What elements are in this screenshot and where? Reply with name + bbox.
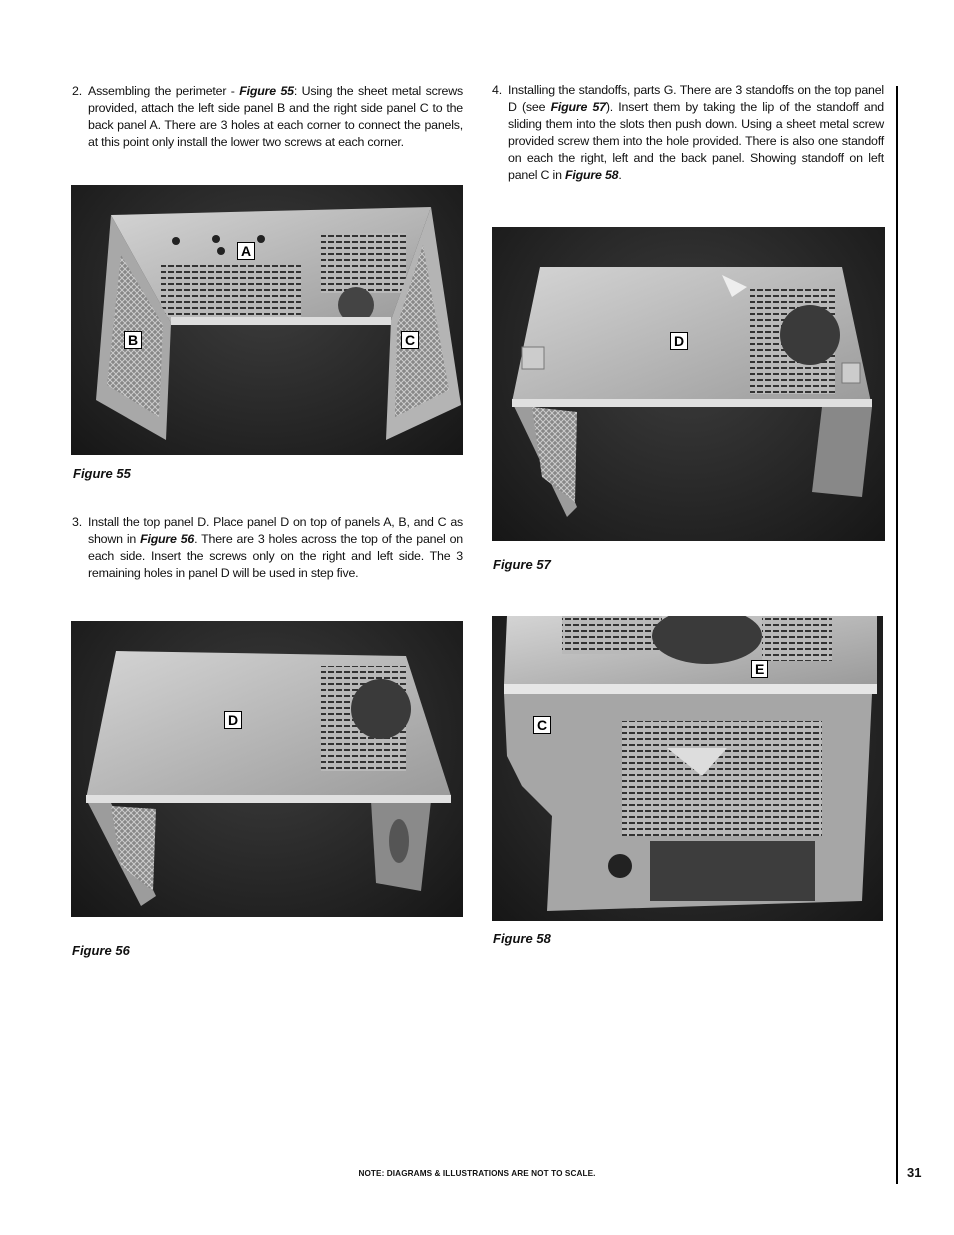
figure-55-photo <box>71 185 463 455</box>
step-number: 2. <box>72 84 82 98</box>
figure-57-photo <box>492 227 885 541</box>
step-number: 4. <box>492 83 502 97</box>
label-panel-d: D <box>224 711 242 729</box>
page-number: 31 <box>907 1165 922 1180</box>
figure-reference: Figure 58 <box>565 168 619 182</box>
step-4-text: 4. Installing the standoffs, parts G. There are 3 standoffs on the top panel D (see Figure 57). Insert them by taking the lip of the standoff and sliding them into the slots then push down. Using a sheet metal screw provided screw them into the hole provided. There is also one standoff on each the right, left and the back panel. Showing standoff on left panel C in Figure 58. <box>492 83 884 182</box>
label-panel-b: B <box>124 331 142 349</box>
figure-reference: Figure 57 <box>550 100 606 114</box>
right-margin-rule <box>896 86 898 1184</box>
figure-56-caption: Figure 56 <box>72 943 130 958</box>
label-panel-c: C <box>533 716 551 734</box>
label-panel-a: A <box>237 242 255 260</box>
step-3-text: 3. Install the top panel D. Place panel D on top of panels A, B, and C as shown in Figure 56. There are 3 holes across the top of the panel on each side. Insert the screws only on the right and left side. The 3 remaining holes in panel D will be used in step five. <box>72 515 464 580</box>
label-part-e: E <box>751 660 768 678</box>
figure-reference: Figure 55 <box>239 84 294 98</box>
label-panel-c: C <box>401 331 419 349</box>
figure-56-photo <box>71 621 463 917</box>
figure-58-caption: Figure 58 <box>493 931 551 946</box>
figure-58-photo <box>492 616 883 921</box>
figure-reference: Figure 56 <box>140 532 195 546</box>
label-panel-d: D <box>670 332 688 350</box>
step-2-text: 2. Assembling the perimeter - Figure 55: Using the sheet metal screws provided, attach the left side panel B and the right side panel C to the back panel A. There are 3 holes at each corner to connect the panels, at this point only install the lower two screws at each corner. <box>72 84 463 149</box>
figure-57-caption: Figure 57 <box>493 557 551 572</box>
figure-55-caption: Figure 55 <box>73 466 131 481</box>
scale-note: NOTE: DIAGRAMS & ILLUSTRATIONS ARE NOT TO SCALE. <box>358 1169 596 1178</box>
step-number: 3. <box>72 515 82 529</box>
